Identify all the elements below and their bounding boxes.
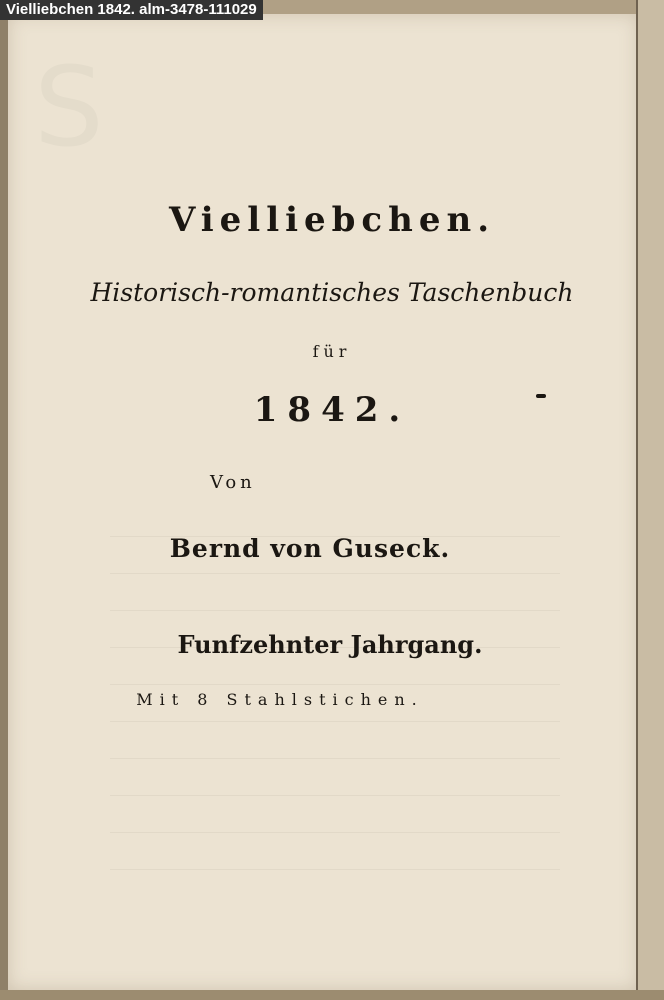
image-caption: Vielliebchen 1842. alm-3478-111029 — [0, 0, 263, 20]
book-title: Vielliebchen. — [168, 200, 496, 240]
adjacent-page-edge — [638, 0, 664, 1000]
plates-note: Mit 8 Stahlstichen. — [136, 690, 424, 709]
page-edge-left — [0, 0, 8, 1000]
ink-mark — [536, 394, 546, 398]
by-label: Von — [210, 472, 256, 493]
library-stamp-watermark: S — [34, 43, 104, 171]
publication-year: 1842. — [253, 390, 411, 430]
bottom-page-edge — [0, 990, 664, 1000]
author-name: Bernd von Guseck. — [169, 534, 451, 563]
book-subtitle: Historisch-romantisches Taschenbuch — [90, 278, 574, 307]
edition-label: Funfzehnter Jahrgang. — [177, 630, 483, 659]
for-label: für — [312, 342, 352, 361]
